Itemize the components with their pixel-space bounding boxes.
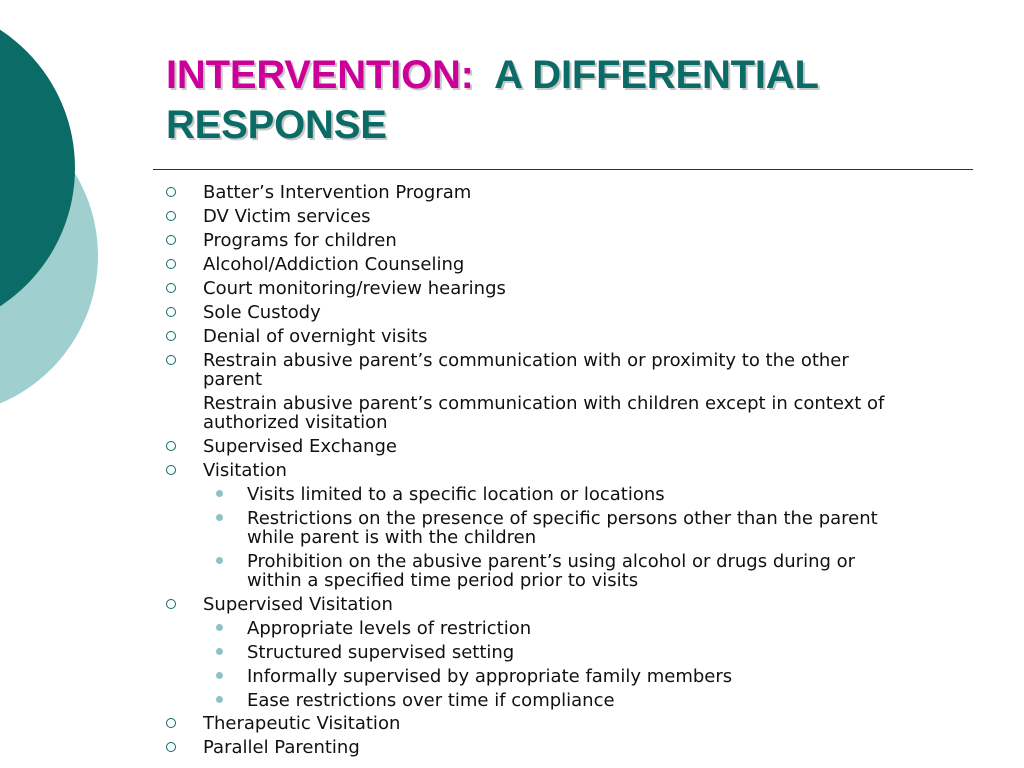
sub-list-item: Restrictions on the presence of specific persons other than the parent — [247, 508, 878, 529]
ring-bullet-icon — [166, 211, 176, 221]
dot-bullet-icon — [216, 696, 223, 703]
list-item: Parallel Parenting — [203, 737, 360, 758]
list-item-continuation: authorized visitation — [203, 412, 388, 433]
ring-bullet-icon — [166, 355, 176, 365]
sub-list-item: Appropriate levels of restriction — [247, 618, 532, 639]
list-item: Batter’s Intervention Program — [203, 182, 472, 203]
list-item: Court monitoring/review hearings — [203, 278, 506, 299]
ring-bullet-icon — [166, 718, 176, 728]
ring-bullet-icon — [166, 742, 176, 752]
list-item: Alcohol/Addiction Counseling — [203, 254, 465, 275]
sub-list-item: Visits limited to a specific location or locations — [247, 484, 665, 505]
list-item: Programs for children — [203, 230, 397, 251]
sub-list-item: Informally supervised by appropriate family members — [247, 666, 733, 687]
dot-bullet-icon — [216, 490, 223, 497]
ring-bullet-icon — [166, 259, 176, 269]
title-main: A DIFFERENTIAL — [494, 53, 819, 97]
dot-bullet-icon — [216, 624, 223, 631]
list-item: Supervised Exchange — [203, 436, 397, 457]
ring-bullet-icon — [166, 187, 176, 197]
title-accent: INTERVENTION: — [166, 53, 474, 97]
title-line-2: RESPONSE — [166, 103, 387, 147]
ring-bullet-icon — [166, 283, 176, 293]
list-item: Denial of overnight visits — [203, 326, 428, 347]
dot-bullet-icon — [216, 648, 223, 655]
ring-bullet-icon — [166, 331, 176, 341]
dot-bullet-icon — [216, 514, 223, 521]
sub-list-item: Ease restrictions over time if compliance — [247, 690, 615, 711]
dot-bullet-icon — [216, 557, 223, 564]
list-item: Sole Custody — [203, 302, 321, 323]
list-item: Restrain abusive parent’s communication with children except in context of — [203, 393, 885, 414]
sub-list-item: Prohibition on the abusive parent’s using alcohol or drugs during or — [247, 551, 856, 572]
ring-bullet-icon — [166, 235, 176, 245]
dot-bullet-icon — [216, 672, 223, 679]
list-item: DV Victim services — [203, 206, 371, 227]
list-item: Therapeutic Visitation — [203, 713, 401, 734]
list-item: Supervised Visitation — [203, 594, 393, 615]
ring-bullet-icon — [166, 465, 176, 475]
list-item-continuation: parent — [203, 369, 263, 390]
sub-list-item-continuation: while parent is with the children — [247, 527, 537, 548]
list-item: Visitation — [203, 460, 287, 481]
ring-bullet-icon — [166, 599, 176, 609]
list-item: Restrain abusive parent’s communication with or proximity to the other — [203, 350, 849, 371]
sub-list-item-continuation: within a specified time period prior to visits — [247, 570, 639, 591]
sub-list-item: Structured supervised setting — [247, 642, 515, 663]
ring-bullet-icon — [166, 441, 176, 451]
ring-bullet-icon — [166, 307, 176, 317]
